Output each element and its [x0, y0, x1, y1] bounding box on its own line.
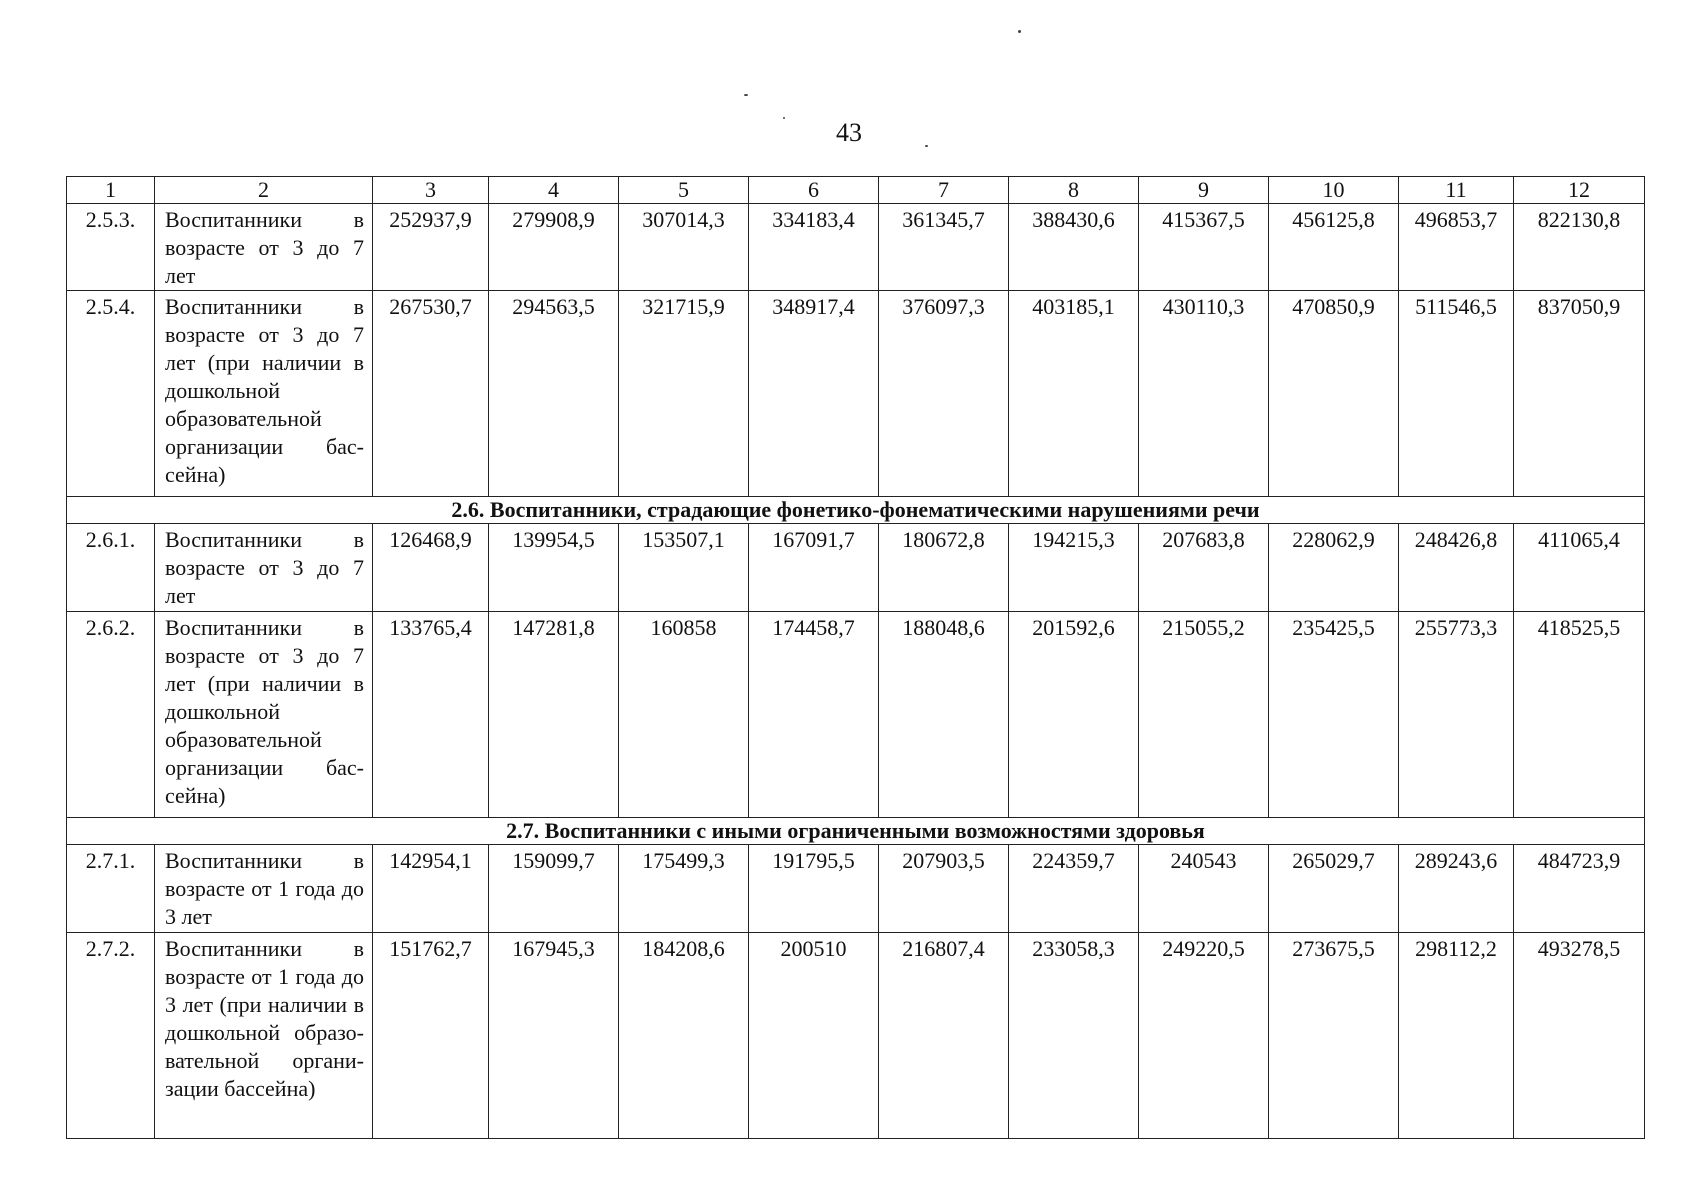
value-cell: 411065,4 [1514, 524, 1645, 612]
value-cell: 207903,5 [879, 845, 1009, 933]
value-cell: 388430,6 [1009, 204, 1139, 291]
value-cell: 151762,7 [373, 933, 489, 1139]
value-cell: 175499,3 [619, 845, 749, 933]
row-code: 2.6.2. [67, 612, 155, 818]
value-cell: 249220,5 [1139, 933, 1269, 1139]
value-cell: 184208,6 [619, 933, 749, 1139]
value-cell: 279908,9 [489, 204, 619, 291]
value-cell: 430110,3 [1139, 291, 1269, 497]
value-cell: 298112,2 [1399, 933, 1514, 1139]
value-cell: 493278,5 [1514, 933, 1645, 1139]
column-header: 4 [489, 177, 619, 204]
row-description: Воспитанники в возрасте от 3 до 7 лет (при наличии в дошкольной образовательной организации бассейна) [155, 291, 373, 497]
value-cell: 160858 [619, 612, 749, 818]
value-cell: 403185,1 [1009, 291, 1139, 497]
row-code: 2.7.1. [67, 845, 155, 933]
value-cell: 348917,4 [749, 291, 879, 497]
value-cell: 496853,7 [1399, 204, 1514, 291]
table-row [67, 291, 1645, 497]
table-row [67, 524, 1645, 612]
value-cell: 235425,5 [1269, 612, 1399, 818]
value-cell: 361345,7 [879, 204, 1009, 291]
scan-speck [783, 117, 785, 119]
value-cell: 142954,1 [373, 845, 489, 933]
header-row [67, 177, 1645, 204]
row-description: Воспитанники в возрасте от 3 до 7 лет [155, 524, 373, 612]
value-cell: 837050,9 [1514, 291, 1645, 497]
row-description: Воспитанники в возрасте от 3 до 7 лет [155, 204, 373, 291]
column-header: 10 [1269, 177, 1399, 204]
value-cell: 207683,8 [1139, 524, 1269, 612]
value-cell: 294563,5 [489, 291, 619, 497]
value-cell: 822130,8 [1514, 204, 1645, 291]
value-cell: 484723,9 [1514, 845, 1645, 933]
row-code: 2.6.1. [67, 524, 155, 612]
column-header: 2 [155, 177, 373, 204]
value-cell: 273675,5 [1269, 933, 1399, 1139]
value-cell: 248426,8 [1399, 524, 1514, 612]
value-cell: 139954,5 [489, 524, 619, 612]
value-cell: 216807,4 [879, 933, 1009, 1139]
value-cell: 159099,7 [489, 845, 619, 933]
row-description: Воспитанники в возрасте от 1 года до 3 лет [155, 845, 373, 933]
value-cell: 191795,5 [749, 845, 879, 933]
column-header: 11 [1399, 177, 1514, 204]
value-cell: 228062,9 [1269, 524, 1399, 612]
column-header: 1 [67, 177, 155, 204]
value-cell: 255773,3 [1399, 612, 1514, 818]
value-cell: 153507,1 [619, 524, 749, 612]
column-header: 5 [619, 177, 749, 204]
section-header-row [67, 818, 1645, 845]
row-description: Воспитанники в возрасте от 1 года до 3 лет (при наличии в дошкольной образовательной организации бассейна) [155, 933, 373, 1139]
page-number: 43 [836, 118, 862, 147]
table-row [67, 845, 1645, 933]
row-description: Воспитанники в возрасте от 3 до 7 лет (при наличии в дошкольной образовательной организации бассейна) [155, 612, 373, 818]
value-cell: 456125,8 [1269, 204, 1399, 291]
table-row [67, 612, 1645, 818]
section-title: 2.7. Воспитанники с иными ограниченными возможностями здоровья [67, 818, 1645, 845]
value-cell: 289243,6 [1399, 845, 1514, 933]
value-cell: 267530,7 [373, 291, 489, 497]
column-header: 7 [879, 177, 1009, 204]
value-cell: 418525,5 [1514, 612, 1645, 818]
value-cell: 415367,5 [1139, 204, 1269, 291]
value-cell: 240543 [1139, 845, 1269, 933]
scan-speck [925, 145, 928, 147]
section-title: 2.6. Воспитанники, страдающие фонетико-фонематическими нарушениями речи [67, 497, 1645, 524]
value-cell: 233058,3 [1009, 933, 1139, 1139]
value-cell: 321715,9 [619, 291, 749, 497]
value-cell: 147281,8 [489, 612, 619, 818]
table-row [67, 204, 1645, 291]
table-row [67, 933, 1645, 1139]
value-cell: 188048,6 [879, 612, 1009, 818]
value-cell: 334183,4 [749, 204, 879, 291]
row-code: 2.5.3. [67, 204, 155, 291]
value-cell: 215055,2 [1139, 612, 1269, 818]
value-cell: 167091,7 [749, 524, 879, 612]
row-code: 2.5.4. [67, 291, 155, 497]
column-header: 12 [1514, 177, 1645, 204]
value-cell: 194215,3 [1009, 524, 1139, 612]
value-cell: 180672,8 [879, 524, 1009, 612]
scan-speck [744, 94, 748, 96]
tariff-table [66, 176, 1645, 1139]
value-cell: 252937,9 [373, 204, 489, 291]
column-header: 3 [373, 177, 489, 204]
value-cell: 126468,9 [373, 524, 489, 612]
scan-speck [1018, 30, 1021, 33]
value-cell: 174458,7 [749, 612, 879, 818]
value-cell: 224359,7 [1009, 845, 1139, 933]
value-cell: 200510 [749, 933, 879, 1139]
value-cell: 167945,3 [489, 933, 619, 1139]
section-header-row [67, 497, 1645, 524]
column-header: 8 [1009, 177, 1139, 204]
column-header: 9 [1139, 177, 1269, 204]
value-cell: 201592,6 [1009, 612, 1139, 818]
value-cell: 265029,7 [1269, 845, 1399, 933]
value-cell: 511546,5 [1399, 291, 1514, 497]
column-header: 6 [749, 177, 879, 204]
value-cell: 307014,3 [619, 204, 749, 291]
value-cell: 470850,9 [1269, 291, 1399, 497]
row-code: 2.7.2. [67, 933, 155, 1139]
value-cell: 133765,4 [373, 612, 489, 818]
value-cell: 376097,3 [879, 291, 1009, 497]
